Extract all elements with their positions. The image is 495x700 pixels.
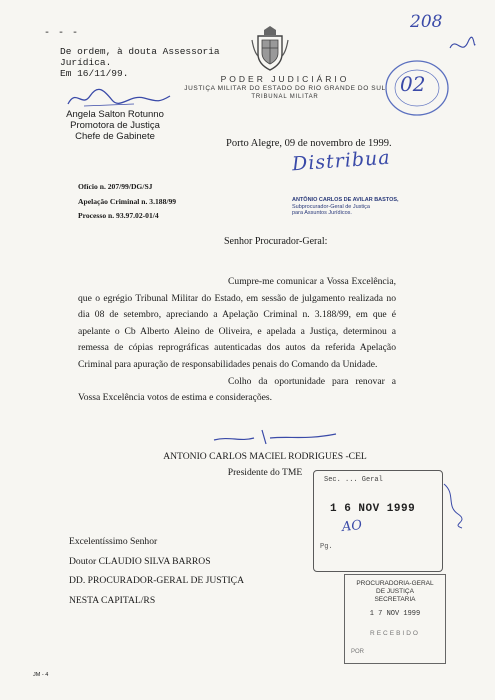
received-stamp-place: Pg. [320,543,333,551]
secretaria-stamp-por: POR [351,649,365,655]
secretaria-stamp-line: SECRETARIA [374,596,416,603]
salutation: Senhor Procurador-Geral: [224,236,328,247]
stamp-scribble [440,480,468,530]
secretaria-stamp-lines [345,580,445,604]
addressee-line: Excelentíssimo Senhor [69,536,158,547]
letterhead-line-3: TRIBUNAL MILITAR [251,94,319,100]
reference-oficio: Ofício n. 207/99/DG/SJ [78,182,153,191]
handwritten-initials: AO [341,517,363,536]
coat-of-arms-icon [250,26,290,72]
subprocurador-stamp [292,197,399,217]
addressee-block [69,532,244,610]
subprocurador-name: ANTÔNIO CARLOS DE AVILAR BASTOS, [292,197,399,203]
addressee-line: NESTA CAPITAL/RS [69,594,156,606]
received-stamp-date: 1 6 NOV 1999 [330,503,416,515]
dispatch-signer-line: Angela Salton Rotunno [66,109,164,120]
subprocurador-subtitle: para Assuntos Jurídicos. [292,210,352,216]
body-paragraph: Colho da oportunidade para renovar a Vossa Excelência votos de estima e considerações. [78,375,396,404]
secretaria-stamp-line: DE JUSTIÇA [376,588,414,595]
president-signature [210,424,340,448]
dispatch-signature [64,84,174,112]
handwritten-page-number: 208 [410,12,443,32]
secretaria-stamp-line: PROCURADORIA-GERAL [356,580,434,587]
dispatch-signer-line: Chefe de Gabinete [75,131,155,142]
letterhead-line-2: JUSTIÇA MILITAR DO ESTADO DO RIO GRANDE DO SUL [184,85,386,92]
reference-processo: Processo n. 93.97.02-01/4 [78,211,159,220]
handwritten-distribute: Distribua [291,146,392,176]
addressee-line: DD. PROCURADOR-GERAL DE JUSTIÇA [69,575,245,586]
header-dots: - - - [44,28,80,39]
received-stamp-header: Sec. ... Geral [324,476,383,484]
body-paragraph: Cumpre-me comunicar a Vossa Excelência, que o egrégio Tribunal Militar do Estado, em sessão de julgamento realizada no dia 08 de setembro, apreciando a Apelação Criminal n. 3.188/99, em que é apelante o Cb Alberto Aleino de Oliveira, e apelada a Justiça, determinou a remessa de cópias reprográficas autenticadas dos autos da referida Apelação Criminal para apuração de responsabilidades penais do Comando da Unidade. [78,276,396,370]
reference-block [78,180,176,224]
signer-name: ANTONIO CARLOS MACIEL RODRIGUES -CEL [163,451,367,462]
place-date: Porto Alegre, 09 de novembro de 1999. [226,138,392,149]
footer-code: JM - 4 [33,672,49,678]
signer-title: Presidente do TME [227,467,303,478]
received-date-stamp [313,470,443,572]
secretaria-stamp [344,574,446,664]
handwritten-scribble [448,34,476,58]
addressee-line: Doutor CLAUDIO SILVA BARROS [69,555,211,567]
dispatch-signer [60,109,170,142]
dispatch-note-line: Jurídica. [60,57,112,68]
secretaria-stamp-received: RECEBIDO [370,630,420,637]
secretaria-stamp-date: 1 7 NOV 1999 [369,610,421,618]
letterhead-line-1: PODER JUDICIÁRIO [220,74,350,84]
dispatch-note-line: Em 16/11/99. [60,68,129,79]
letter-body [78,274,396,407]
letterhead [160,74,410,100]
dispatch-signer-line: Promotora de Justiça [70,120,160,131]
subprocurador-title: Subprocurador-Geral de Justiça [292,203,370,210]
dispatch-note-line: De ordem, à douta Assessoria [60,46,220,57]
handwritten-circle-number: 02 [400,72,426,96]
reference-apelacao: Apelação Criminal n. 3.188/99 [78,196,177,206]
